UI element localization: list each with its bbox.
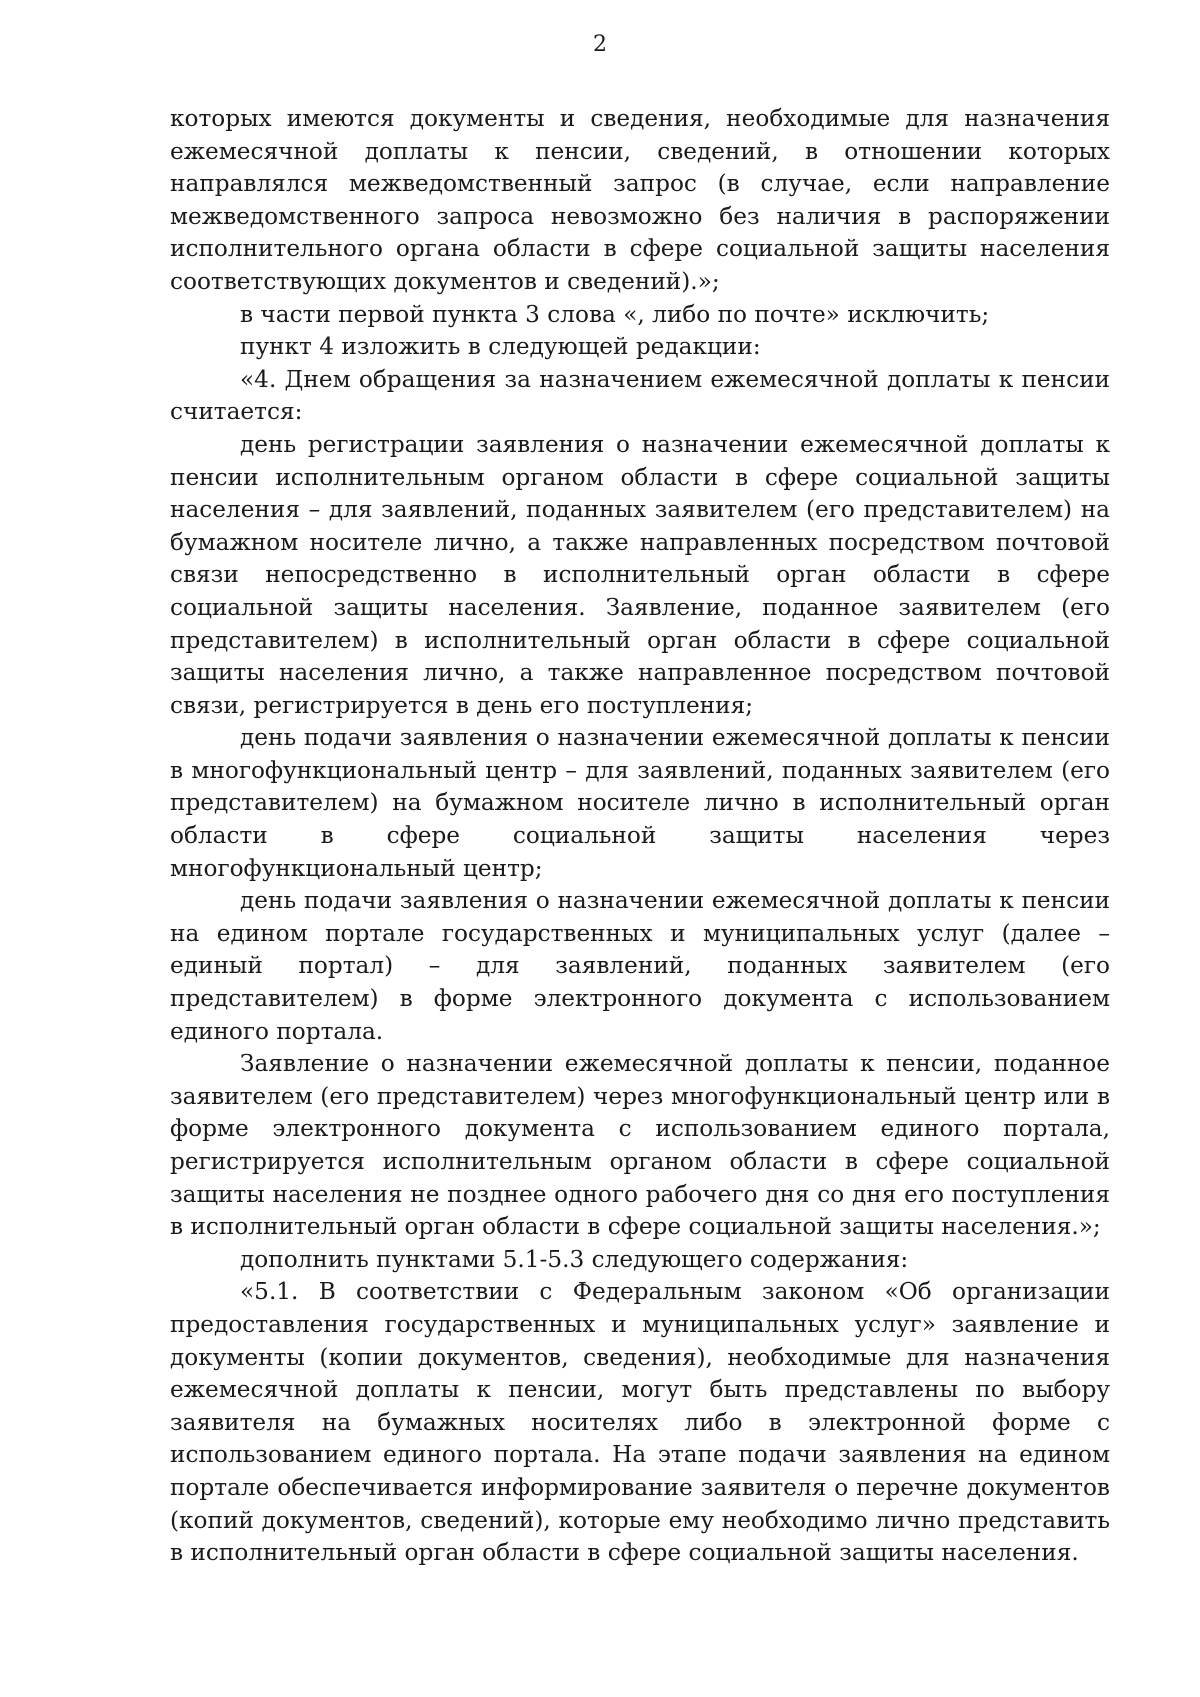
paragraph-item-4: «4. Днем обращения за назначением ежемесячной доплаты к пенсии считается: [170, 365, 1110, 426]
paragraph-registration-term: Заявление о назначении ежемесячной доплаты к пенсии, поданное заявителем (его представителем) через многофункциональный центр или в форме электронного документа с использованием единого портала, регистрируется исполнительным органом области в сфере социальной защиты населения не позднее одного рабочего дня со дня его поступления в исполнительный орган области в сфере социальной защиты населения.»; [170, 1050, 1110, 1241]
paragraph-amendment-item-3: в части первой пункта 3 слова «, либо по почте» исключить; [240, 300, 990, 328]
paragraph-registration-day: день регистрации заявления о назначении ежемесячной доплаты к пенсии исполнительным органом области в сфере социальной защиты населения – для заявлений, поданных заявителем (его представителем) на бумажном носителе лично, а также направленных посредством почтовой связи непосредственно в исполнительный орган области в сфере социальной защиты населения. Заявление, поданное заявителем (его представителем) в исполнительный орган области в сфере социальной защиты населения лично, а также направленное посредством почтовой связи, регистрируется в день его поступления; [170, 430, 1110, 719]
paragraph-mfc-submission-day: день подачи заявления о назначении ежемесячной доплаты к пенсии в многофункциональный центр – для заявлений, поданных заявителем (его представителем) на бумажном носителе лично в исполнительный орган области в сфере социальной защиты населения через многофункциональный центр; [170, 724, 1110, 882]
page-number: 2 [593, 32, 607, 57]
paragraph-item-5-1: «5.1. В соответствии с Федеральным законом «Об организации предоставления государственных и муниципальных услуг» заявление и документы (копии документов, сведения), необходимые для назначения ежемесячной доплаты к пенсии, могут быть представлены по выбору заявителя на бумажных носителях либо в электронной форме с использованием единого портала. На этапе подачи заявления на едином портале обеспечивается информирование заявителя о перечне документов (копий документов, сведений), которые ему необходимо лично представить в исполнительный орган области в сфере социальной защиты населения. [170, 1278, 1110, 1567]
paragraph-continuation: которых имеются документы и сведения, необходимые для назначения ежемесячной доплаты к пенсии, сведений, в отношении которых направлялся межведомственный запрос (в случае, если направление межведомственного запроса невозможно без наличия в распоряжении исполнительного органа области в сфере социальной защиты населения соответствующих документов и сведений).»; [170, 105, 1110, 295]
paragraph-portal-submission-day: день подачи заявления о назначении ежемесячной доплаты к пенсии на едином портале государственных и муниципальных услуг (далее – единый портал) – для заявлений, поданных заявителем (его представителем) в форме электронного документа с использованием единого портала. [170, 887, 1110, 1045]
paragraph-amendment-item-4-intro: пункт 4 изложить в следующей редакции: [240, 333, 761, 361]
document-body [170, 103, 1110, 1570]
paragraph-add-items-5-1-5-3: дополнить пунктами 5.1-5.3 следующего содержания: [240, 1245, 909, 1273]
